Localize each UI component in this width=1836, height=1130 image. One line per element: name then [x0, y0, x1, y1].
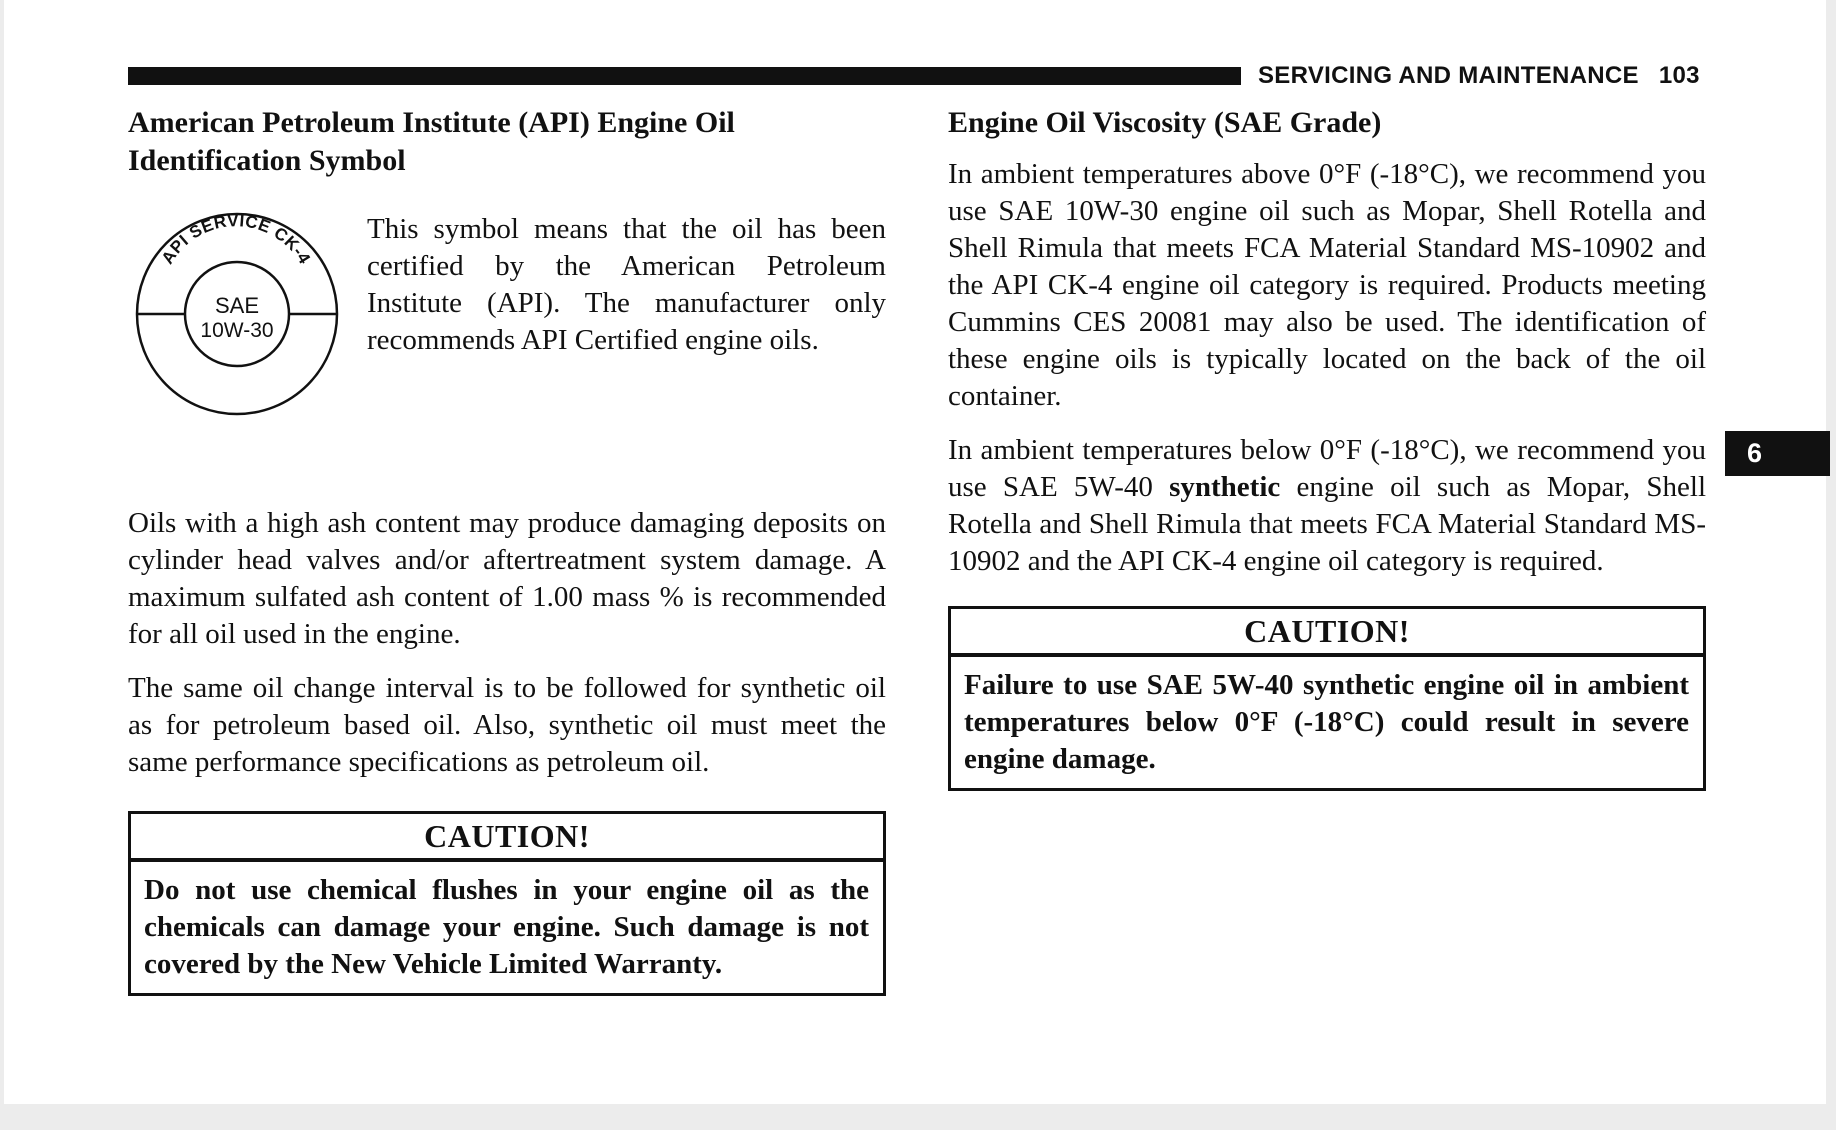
caution-title: CAUTION! — [951, 609, 1703, 657]
api-donut-symbol — [134, 211, 340, 417]
chapter-tab: 6 — [1725, 431, 1830, 476]
page-number: 103 — [1658, 62, 1700, 89]
symbol-grade-label: 10W-30 — [200, 319, 274, 342]
caution-box-flushes — [128, 811, 886, 996]
section-title: SERVICING AND MAINTENANCE — [1258, 62, 1639, 89]
symbol-sae-label: SAE — [214, 293, 260, 318]
oil-interval-paragraph: The same oil change interval is to be followed for synthetic oil as for petroleum based oil. Also, synthetic oil must meet the same performance specifications as petroleum oil. — [128, 672, 886, 778]
synthetic-emphasis: synthetic — [1169, 471, 1281, 503]
symbol-service-text: API SERVICE CK-4 — [157, 211, 315, 268]
above-zero-paragraph: In ambient temperatures above 0°F (-18°C), we recommend you use SAE 10W-30 engine oil such as Mopar, Shell Rotella and Shell Rimula that meets FCA Material Standard MS-10902 and the API CK-4 engine oil category is required. Products meeting Cummins CES 20081 may also be used. The identification of these engine oils is typically located on the back of the oil container. — [948, 158, 1706, 412]
header-rule — [128, 67, 1241, 85]
ash-content-paragraph: Oils with a high ash content may produce damaging deposits on cylinder head valves and/or aftertreatment system damage. A maximum sulfated ash content of 1.00 mass % is recommended for all oil used in the engine. — [128, 507, 886, 650]
running-header — [1258, 62, 1700, 90]
symbol-row — [128, 211, 886, 505]
left-column — [128, 104, 886, 996]
symbol-description: This symbol means that the oil has been certified by the American Petroleum Institute (API). The manufacturer only recommends API Certified engine oils. — [367, 213, 886, 356]
api-symbol-heading: American Petroleum Institute (API) Engine Oil Identification Symbol — [128, 106, 735, 177]
manual-page — [4, 0, 1826, 1104]
caution-title: CAUTION! — [131, 814, 883, 862]
viscosity-heading: Engine Oil Viscosity (SAE Grade) — [948, 106, 1382, 139]
caution-text: Failure to use SAE 5W-40 synthetic engine oil in ambient temperatures below 0°F (-18°C) could result in severe engine damage. — [964, 669, 1689, 775]
below-zero-paragraph — [948, 432, 1706, 580]
below-zero-text-start: In ambient temperatures below 0°F (-18°C), we recommend you use SAE 5W-40 — [948, 434, 1706, 503]
below-zero-text-end: engine oil such as Mopar, Shell Rotella and Shell Rimula that meets FCA Material Standard MS-10902 and the API CK-4 engine oil category is required. — [948, 471, 1706, 577]
caution-text: Do not use chemical flushes in your engine oil as the chemicals can damage your engine. Such damage is not covered by the New Vehicle Limited Warranty. — [144, 874, 869, 980]
svg-text:API SERVICE CK-4 — [158, 211, 314, 267]
caution-box-viscosity — [948, 606, 1706, 791]
right-column — [948, 104, 1706, 791]
